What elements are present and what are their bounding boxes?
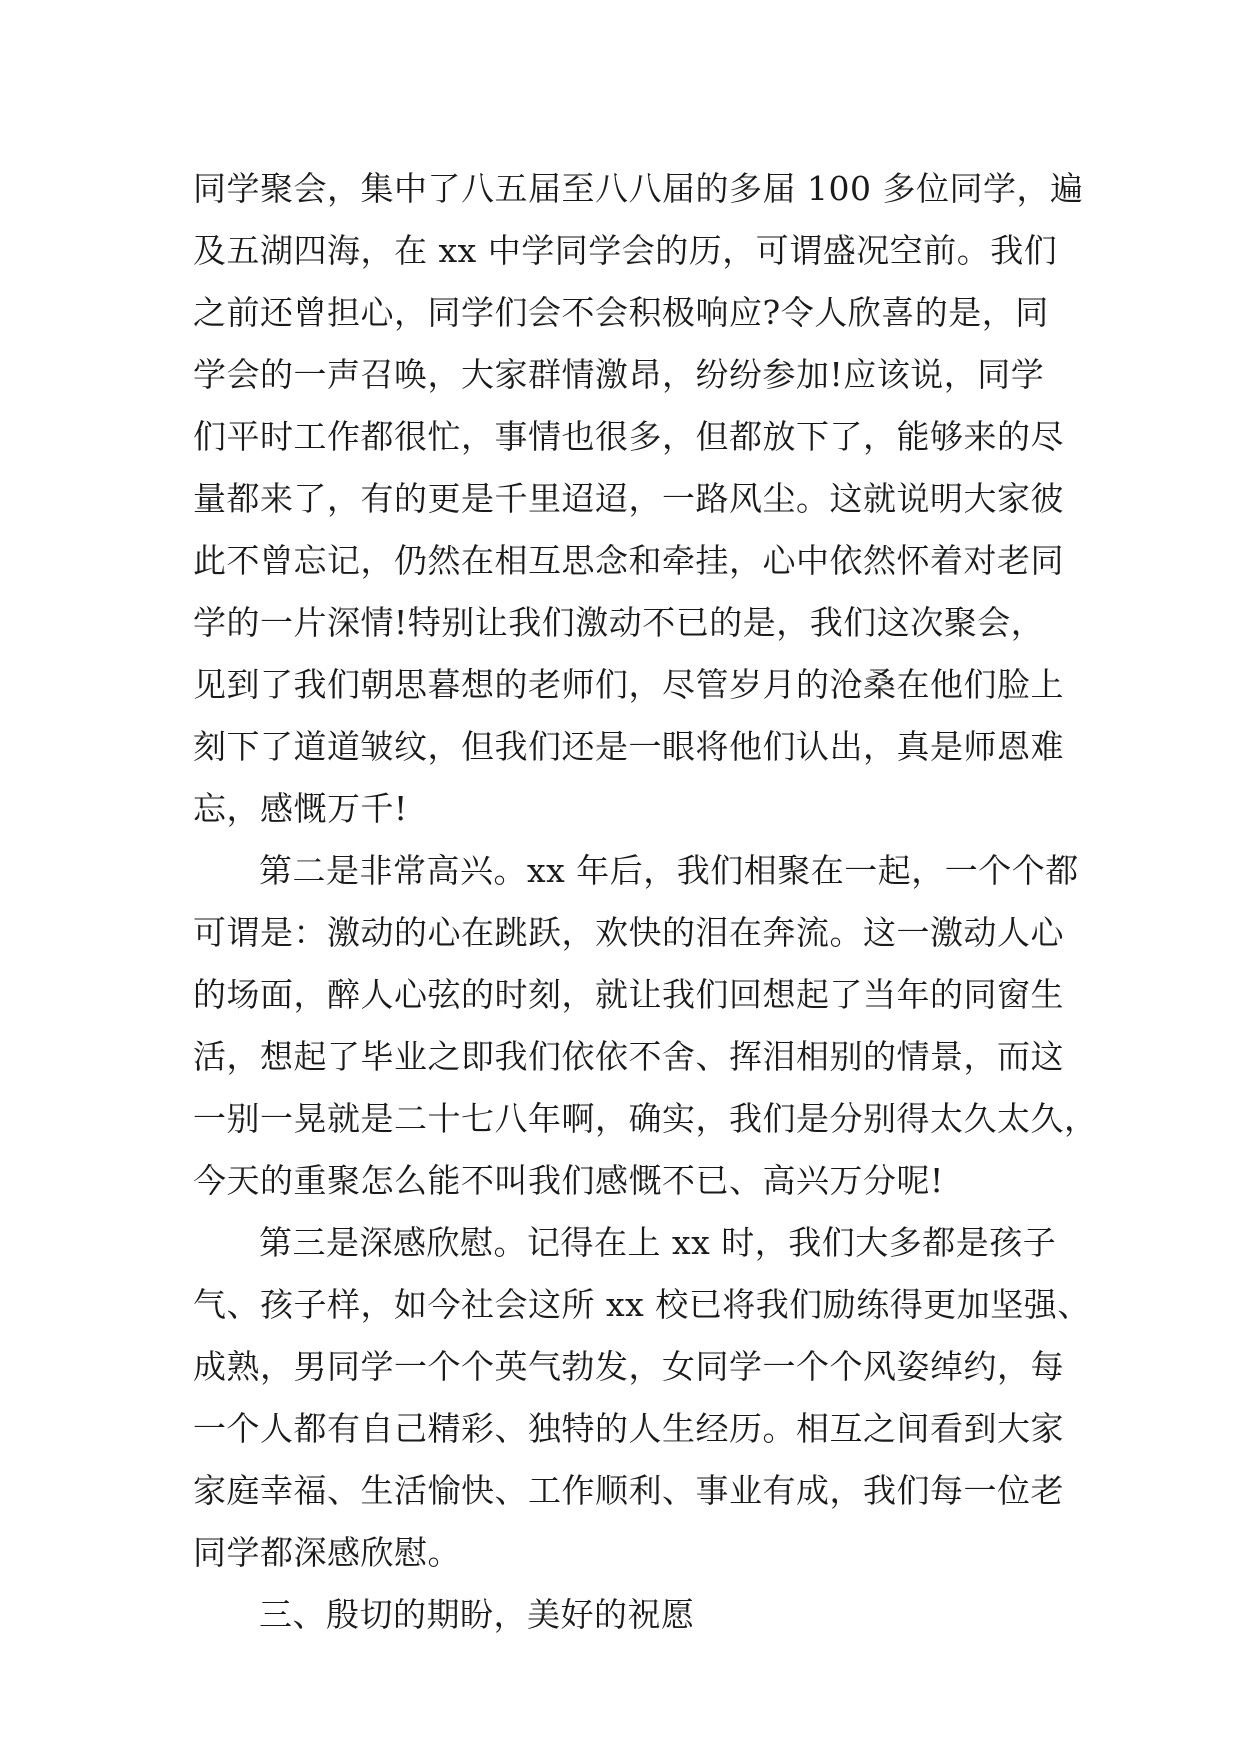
text-line: 见到了我们朝思暮想的老师们，尽管岁月的沧桑在他们脸上 <box>193 665 1064 704</box>
text-line: 学的一片深情!特别让我们激动不已的是，我们这次聚会， <box>193 603 1045 642</box>
text-line: 气、孩子样，如今社会这所 xx 校已将我们励练得更加坚强、 <box>193 1285 1091 1324</box>
text-line: 及五湖四海，在 xx 中学同学会的历，可谓盛况空前。我们 <box>193 231 1058 270</box>
text-line: 学会的一声召唤，大家群情激昂，纷纷参加!应该说，同学 <box>193 355 1045 394</box>
text-line: 同学聚会，集中了八五届至八八届的多届 100 多位同学，遍 <box>193 169 1084 208</box>
text-line: 的场面，醉人心弦的时刻，就让我们回想起了当年的同窗生 <box>193 975 1064 1014</box>
document-body <box>193 158 1098 1646</box>
text-line: 们平时工作都很忙，事情也很多，但都放下了，能够来的尽 <box>193 417 1064 456</box>
text-line: 此不曾忘记，仍然在相互思念和牵挂，心中依然怀着对老同 <box>193 541 1064 580</box>
text-line: 忘，感慨万千! <box>193 789 408 828</box>
text-line: 家庭幸福、生活愉快、工作顺利、事业有成，我们每一位老 <box>193 1471 1064 1510</box>
paragraph-first-line: 第三是深感欣慰。记得在上 xx 时，我们大多都是孩子 <box>259 1223 1057 1262</box>
text-line: 同学都深感欣慰。 <box>193 1533 461 1572</box>
text-line: 刻下了道道皱纹，但我们还是一眼将他们认出，真是师恩难 <box>193 727 1064 766</box>
text-line: 一个人都有自己精彩、独特的人生经历。相互之间看到大家 <box>193 1409 1064 1448</box>
text-line: 可谓是：激动的心在跳跃，欢快的泪在奔流。这一激动人心 <box>193 913 1064 952</box>
section-heading: 三、殷切的期盼，美好的祝愿 <box>259 1595 695 1634</box>
text-line: 今天的重聚怎么能不叫我们感慨不已、高兴万分呢! <box>193 1161 944 1200</box>
text-line: 量都来了，有的更是千里迢迢，一路风尘。这就说明大家彼 <box>193 479 1064 518</box>
text-line: 一别一晃就是二十七八年啊，确实，我们是分别得太久太久， <box>193 1099 1098 1138</box>
text-line: 之前还曾担心，同学们会不会积极响应?令人欣喜的是，同 <box>193 293 1049 332</box>
text-line: 活，想起了毕业之即我们依依不舍、挥泪相别的情景，而这 <box>193 1037 1064 1076</box>
paragraph-first-line: 第二是非常高兴。xx 年后，我们相聚在一起，一个个都 <box>259 851 1079 890</box>
text-line: 成熟，男同学一个个英气勃发，女同学一个个风姿绰约，每 <box>193 1347 1064 1386</box>
